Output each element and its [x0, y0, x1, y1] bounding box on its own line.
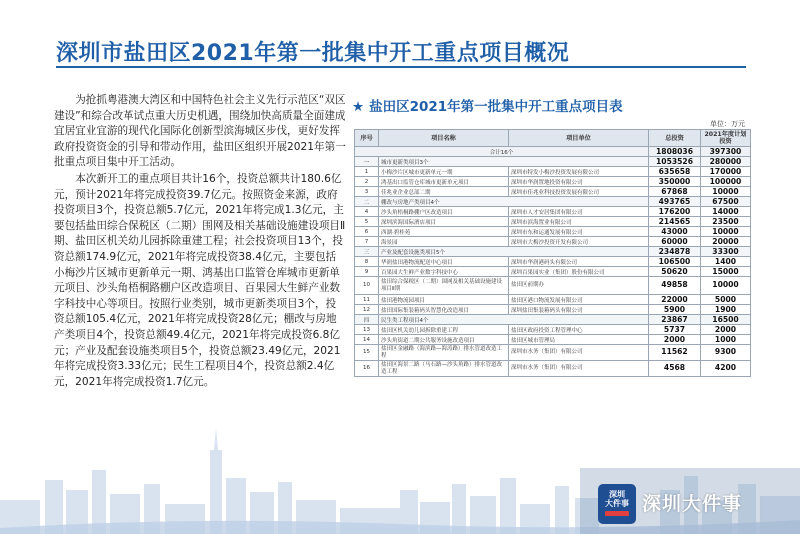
cell-owner: 深圳市水务（集团）有限公司 [509, 345, 649, 361]
table-row [355, 257, 751, 267]
table-row [355, 217, 751, 227]
cell-plan: 10000 [701, 187, 751, 197]
cell-total: 5900 [649, 305, 701, 315]
cell-plan: 15000 [701, 267, 751, 277]
table-row [355, 237, 751, 247]
cell-total: 67868 [649, 187, 701, 197]
table-row [355, 227, 751, 237]
cell-total: 214565 [649, 217, 701, 227]
logo-text-line1: 深圳 [609, 490, 625, 499]
cell-plan: 14000 [701, 207, 751, 217]
cell-name: 小梅沙片区城市更新单元一期 [379, 167, 509, 177]
cell-seq: 四 [355, 315, 379, 325]
table-row [355, 207, 751, 217]
table-row [355, 197, 751, 207]
cell-name: 华润盐田港物流配送中心项目 [379, 257, 509, 267]
cell-seq: 13 [355, 325, 379, 335]
cell-total: 11562 [649, 345, 701, 361]
city-skyline-illustration [0, 420, 800, 534]
projects-table [354, 129, 751, 377]
cell-seq: 1 [355, 167, 379, 177]
cell-plan: 16500 [701, 315, 751, 325]
cell-seq: 7 [355, 237, 379, 247]
cell-total: 60000 [649, 237, 701, 247]
cell-total: 1808036 [649, 147, 701, 157]
intro-paragraph-2: 本次新开工的重点项目共计16个，投资总额共计180.6亿元，预计2021年将完成投资39.7亿元。按照资金来源，政府投资项目3个，投资总额5.7亿元，2021年将完成1.3亿元，主要包括盐田综合保税区（二期）围网及相关基础设施建设项目Ⅱ期、盐田区机关幼儿园拆除重建工程；社会投资项目13个，投资总额174.9亿元，2021年将完成投资38.4亿元，主要包括小梅沙片区城市更新单元一期、鸿基出口监管仓库城市更新单元项目、沙头角梧桐路棚户区改造项目、百果园大生鲜产业数字科技中心等项目。按照行业类别，城市更新类项目3个，投资总额105.4亿元，2021年将完成投资28亿元；棚改与房地产类项目4个，投资总额49.4亿元，2021年将完成投资6.8亿元；产业及配套设施类项目5个，投资总额23.49亿元，2021年将完成投资3.33亿元；民生工程项目4个，投资总额2.4亿元，2021年将完成投资1.7亿元。 [54, 172, 346, 388]
cell-owner: 盐田区前期办 [509, 277, 649, 295]
cell-plan: 67500 [701, 197, 751, 207]
unit-label: 单位：万元 [710, 120, 745, 128]
cell-name: 盐田区机关幼儿园拆除重建工程 [379, 325, 509, 335]
cell-name: 沙头角街道二期公共服务设施改造项目 [379, 335, 509, 345]
logo-text-line2: 大件事 [605, 499, 629, 508]
cell-name: 合计16个 [355, 147, 649, 157]
cell-name: 佳兆业企业总部二期 [379, 187, 509, 197]
cell-total: 106500 [649, 257, 701, 267]
cell-name: 产业及配套设施类项目5个 [379, 247, 649, 257]
cell-owner: 深圳市大梅沙投资开发有限公司 [509, 237, 649, 247]
brand-watermark: 深圳大件事 [642, 493, 743, 515]
cell-seq: 4 [355, 207, 379, 217]
cell-total: 43000 [649, 227, 701, 237]
cell-owner: 深圳百果园实业（集团）股份有限公司 [509, 267, 649, 277]
table-row [355, 335, 751, 345]
cell-owner: 深圳市华润港码头有限公司 [509, 257, 649, 267]
table-title [352, 95, 762, 115]
cell-name: 鸿基出口监管仓库城市更新单元项目 [379, 177, 509, 187]
cell-seq: 三 [355, 247, 379, 257]
cell-owner: 深圳市特发小梅沙投资发展有限公司 [509, 167, 649, 177]
page-title: 深圳市盐田区2021年第一批集中开工重点项目概况 [56, 41, 570, 66]
cell-seq: 二 [355, 197, 379, 207]
cell-total: 234878 [649, 247, 701, 257]
cell-owner: 深圳市水务（集团）有限公司 [509, 361, 649, 377]
logo-accent-bar [605, 511, 629, 516]
cell-name: 西湖·碧桂苑 [379, 227, 509, 237]
cell-plan: 4200 [701, 361, 751, 377]
cell-owner: 盐田区政府投资工程管理中心 [509, 325, 649, 335]
cell-owner: 深圳市华润置地投资有限公司 [509, 177, 649, 187]
cell-plan: 9300 [701, 345, 751, 361]
cell-seq: 2 [355, 177, 379, 187]
cell-seq: 一 [355, 157, 379, 167]
cell-name: 海景园 [379, 237, 509, 247]
cell-plan: 1900 [701, 305, 751, 315]
cell-total: 635658 [649, 167, 701, 177]
cell-name: 盐田港物流园项目 [379, 295, 509, 305]
cell-total: 23867 [649, 315, 701, 325]
cell-name: 沙头角梧桐路棚户区改造项目 [379, 207, 509, 217]
cell-seq: 16 [355, 361, 379, 377]
cell-name: 民生类工程项目4个 [379, 315, 649, 325]
intro-paragraph-1: 为抢抓粤港澳大湾区和中国特色社会主义先行示范区“双区建设”和综合改革试点重大历史机遇，围绕加快高质量全面建成宜居宜业宜游的现代化国际化创新型滨海城区步伐，更好发挥政府投资资金的引导和带动作用，盐田区组织开展2021年第一批重点项目集中开工活动。 [54, 94, 346, 169]
table-title-text: 盐田区2021年第一批集中开工重点项目表 [369, 99, 623, 115]
cell-plan: 10000 [701, 277, 751, 295]
cell-name: 盐田区海景二路（马石路—沙头角路）排水管道改造工程 [379, 361, 509, 377]
table-row [355, 295, 751, 305]
cell-plan: 1000 [701, 335, 751, 345]
cell-total: 5737 [649, 325, 701, 335]
table-row [355, 167, 751, 177]
cell-plan: 20000 [701, 237, 751, 247]
cell-owner: 深圳市人才安居集团有限公司 [509, 207, 649, 217]
header-name: 项目名称 [379, 130, 509, 147]
cell-owner: 深圳市东和运通发展有限公司 [509, 227, 649, 237]
cell-seq: 3 [355, 187, 379, 197]
cell-owner: 深圳市滨海置业有限公司 [509, 217, 649, 227]
cell-plan: 23500 [701, 217, 751, 227]
table-row [355, 315, 751, 325]
table-row [355, 305, 751, 315]
cell-name: 深圳滨海国际酒店项目 [379, 217, 509, 227]
cell-seq: 11 [355, 295, 379, 305]
cell-name: 盐田区金融路（海滨路—海涛路）排水管道改造工程 [379, 345, 509, 361]
table-row [355, 277, 751, 295]
cell-plan: 280000 [701, 157, 751, 167]
cell-name: 城市更新类项目3个 [379, 157, 649, 167]
cell-seq: 10 [355, 277, 379, 295]
cell-total: 22000 [649, 295, 701, 305]
cell-seq: 14 [355, 335, 379, 345]
cell-plan: 1400 [701, 257, 751, 267]
table-row [355, 267, 751, 277]
cell-total: 4568 [649, 361, 701, 377]
cell-name: 棚改与房地产类项目4个 [379, 197, 649, 207]
cell-name: 盐田国际集装箱码头智慧化改造项目 [379, 305, 509, 315]
header-plan: 2021年度计划投资 [701, 130, 751, 147]
cell-total: 350000 [649, 177, 701, 187]
cell-seq: 9 [355, 267, 379, 277]
table-row [355, 325, 751, 335]
cell-total: 49858 [649, 277, 701, 295]
cell-total: 176200 [649, 207, 701, 217]
cell-seq: 5 [355, 217, 379, 227]
cell-plan: 2000 [701, 325, 751, 335]
cell-name: 百果园大生鲜产业数字科技中心 [379, 267, 509, 277]
cell-seq: 8 [355, 257, 379, 267]
cell-total: 493765 [649, 197, 701, 207]
brand-logo [598, 484, 636, 524]
cell-plan: 33300 [701, 247, 751, 257]
header-owner: 项目单位 [509, 130, 649, 147]
table-row [355, 157, 751, 167]
cell-owner: 盐田区城市管理局 [509, 335, 649, 345]
table-row [355, 177, 751, 187]
cell-name: 盐田综合保税区（二期）围网及相关基础设施建设项目Ⅱ期 [379, 277, 509, 295]
cell-plan: 170000 [701, 167, 751, 177]
title-divider [56, 66, 746, 68]
cell-plan: 100000 [701, 177, 751, 187]
cell-total: 1053526 [649, 157, 701, 167]
cell-owner: 深圳盐田集装箱码头有限公司 [509, 305, 649, 315]
cell-plan: 397300 [701, 147, 751, 157]
cell-seq: 12 [355, 305, 379, 315]
cell-plan: 5000 [701, 295, 751, 305]
header-total: 总投资 [649, 130, 701, 147]
cell-seq: 6 [355, 227, 379, 237]
table-row [355, 361, 751, 377]
table-row [355, 247, 751, 257]
table-row [355, 147, 751, 157]
star-icon: ★ [352, 99, 365, 115]
cell-total: 2000 [649, 335, 701, 345]
cell-total: 50620 [649, 267, 701, 277]
table-header-row [355, 130, 751, 147]
header-seq: 序号 [355, 130, 379, 147]
cell-plan: 10000 [701, 227, 751, 237]
table-body [355, 147, 751, 377]
cell-owner: 深圳市佳兆业科技投资发展有限公司 [509, 187, 649, 197]
cell-seq: 15 [355, 345, 379, 361]
table-row [355, 187, 751, 197]
intro-text [54, 93, 346, 391]
table-row [355, 345, 751, 361]
cell-owner: 盐田区港口物流发展有限公司 [509, 295, 649, 305]
